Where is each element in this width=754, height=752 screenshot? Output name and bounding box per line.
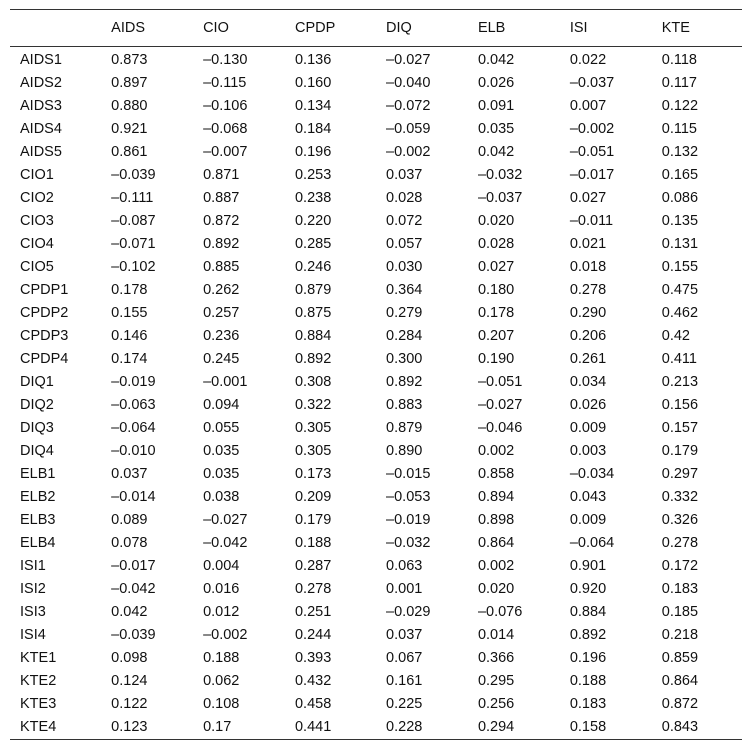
loading-cell: –0.051 [477, 374, 523, 390]
loading-cell: 0.213 [661, 374, 699, 390]
loading-cell: 0.156 [661, 397, 699, 413]
loading-cell: 0.124 [111, 673, 148, 689]
loading-cell: 0.178 [477, 305, 515, 321]
loading-cell: 0.261 [569, 351, 607, 367]
loading-cell: –0.014 [111, 489, 156, 505]
table-row [10, 440, 742, 463]
loading-cell: 0.172 [661, 558, 699, 574]
loading-cell: –0.019 [111, 374, 156, 390]
row-label: ISI1 [20, 558, 46, 574]
loading-cell: 0.155 [661, 259, 699, 275]
loading-cell: –0.051 [569, 144, 615, 160]
loading-cell: –0.046 [477, 420, 523, 436]
loading-cell: 0.062 [203, 673, 240, 689]
loading-cell: 0.188 [569, 673, 607, 689]
loading-cell: 0.026 [477, 75, 515, 91]
loading-cell: 0.294 [468, 716, 560, 740]
loading-cell: 0.035 [203, 443, 240, 459]
loading-cell: 0.322 [294, 397, 332, 413]
row-label: AIDS3 [20, 98, 62, 114]
loading-cell: 0.055 [203, 420, 240, 436]
table-row [10, 532, 742, 555]
loading-cell: 0.132 [661, 144, 699, 160]
loading-cell: 0.278 [569, 282, 607, 298]
loading-cell: –0.072 [386, 98, 431, 114]
loading-cell: –0.027 [203, 512, 248, 528]
table-header [10, 10, 742, 47]
loading-cell: 0.007 [569, 98, 607, 114]
loading-cell: 0.843 [652, 716, 742, 740]
loading-cell: 0.122 [111, 696, 148, 712]
row-label: CIO4 [20, 236, 54, 252]
loading-cell: 0.892 [386, 374, 423, 390]
header-row [10, 10, 742, 47]
loading-cell: 0.285 [294, 236, 332, 252]
loading-cell: 0.179 [661, 443, 699, 459]
loading-cell: 0.898 [477, 512, 515, 528]
loading-cell: 0.300 [386, 351, 423, 367]
loading-cell: –0.064 [111, 420, 156, 436]
row-label: AIDS1 [20, 52, 62, 68]
loading-cell: –0.019 [386, 512, 431, 528]
loading-cell: 0.188 [294, 535, 332, 551]
header-cell-isi: ISI [560, 10, 652, 47]
loading-cell: –0.059 [386, 121, 431, 137]
loading-cell: 0.921 [111, 121, 148, 137]
loading-cell: –0.011 [569, 213, 614, 229]
row-label: ELB4 [20, 535, 56, 551]
header-cell-diq: DIQ [376, 10, 468, 47]
loading-cell: –0.001 [203, 374, 248, 390]
loading-cell: 0.225 [386, 696, 423, 712]
loading-cell: 0.244 [294, 627, 332, 643]
loading-cell: 0.278 [294, 581, 332, 597]
loading-cell: 0.864 [477, 535, 515, 551]
loading-cell: 0.206 [569, 328, 607, 344]
loading-cell: 0.290 [569, 305, 607, 321]
table-row [10, 417, 742, 440]
table-row [10, 555, 742, 578]
loading-cell: 0.174 [111, 351, 148, 367]
row-label: AIDS4 [20, 121, 62, 137]
loading-cell: –0.017 [111, 558, 156, 574]
loading-cell: 0.161 [386, 673, 423, 689]
loading-cell: –0.063 [111, 397, 156, 413]
loading-cell: 0.366 [477, 650, 515, 666]
loading-cell: 0.042 [111, 604, 148, 620]
loading-cell: 0.021 [569, 236, 607, 252]
row-label: KTE3 [20, 696, 57, 712]
loading-cell: 0.892 [294, 351, 332, 367]
loading-cell: 0.002 [477, 558, 515, 574]
loading-cell: –0.032 [477, 167, 523, 183]
loading-cell: 0.016 [203, 581, 240, 597]
loading-cell: –0.087 [111, 213, 156, 229]
table-row [10, 601, 742, 624]
loading-cell: 0.42 [661, 328, 690, 344]
loading-cell: 0.858 [477, 466, 515, 482]
row-label: CIO2 [20, 190, 54, 206]
loading-cell: 0.887 [203, 190, 240, 206]
loading-cell: 0.262 [203, 282, 240, 298]
row-label: CIO1 [20, 167, 54, 183]
loading-cell: 0.257 [203, 305, 240, 321]
loading-cell: 0.884 [294, 328, 332, 344]
loading-cell: –0.042 [111, 581, 156, 597]
loading-cell: –0.039 [111, 167, 156, 183]
row-label: CIO5 [20, 259, 54, 275]
header-cell-cio: CIO [193, 10, 285, 47]
table-row [10, 578, 742, 601]
row-label: KTE4 [10, 716, 101, 740]
loading-cell: 0.245 [203, 351, 240, 367]
row-label: AIDS2 [20, 75, 62, 91]
loading-cell: 0.218 [661, 627, 699, 643]
loading-cell: 0.037 [111, 466, 148, 482]
loading-cell: 0.001 [386, 581, 423, 597]
loading-cell: 0.196 [569, 650, 607, 666]
cross-loadings-table [10, 9, 742, 740]
table-row [10, 118, 742, 141]
table-row [10, 394, 742, 417]
row-label: CIO3 [20, 213, 54, 229]
loading-cell: 0.188 [203, 650, 240, 666]
loading-cell: 0.238 [294, 190, 332, 206]
loading-cell: 0.284 [386, 328, 423, 344]
table-row [10, 210, 742, 233]
row-label: ISI2 [20, 581, 46, 597]
loading-cell: 0.146 [111, 328, 148, 344]
loading-cell: 0.393 [294, 650, 332, 666]
loading-cell: –0.002 [386, 144, 431, 160]
table-row [10, 463, 742, 486]
loading-cell: 0.872 [203, 213, 240, 229]
table-body [10, 47, 742, 740]
loading-cell: 0.038 [203, 489, 240, 505]
loading-cell: 0.117 [661, 75, 697, 91]
loading-cell: 0.892 [569, 627, 607, 643]
loading-cell: 0.892 [203, 236, 240, 252]
loading-cell: 0.155 [111, 305, 148, 321]
table-row [10, 716, 742, 740]
loading-cell: 0.864 [661, 673, 699, 689]
loading-cell: 0.305 [294, 420, 332, 436]
row-label: ELB3 [20, 512, 56, 528]
loading-cell: 0.026 [569, 397, 607, 413]
row-label: CPDP3 [20, 328, 69, 344]
loading-cell: 0.135 [661, 213, 699, 229]
loading-cell: –0.002 [569, 121, 615, 137]
loading-cell: –0.053 [386, 489, 431, 505]
loading-cell: 0.165 [661, 167, 699, 183]
loading-cell: 0.364 [386, 282, 423, 298]
loading-cell: –0.037 [477, 190, 523, 206]
row-label: DIQ4 [20, 443, 54, 459]
loading-cell: 0.089 [111, 512, 148, 528]
loading-cell: 0.184 [294, 121, 332, 137]
loading-cell: 0.458 [294, 696, 332, 712]
loading-cell: 0.118 [661, 52, 697, 68]
loading-cell: 0.072 [386, 213, 423, 229]
loading-cell: 0.920 [569, 581, 607, 597]
loading-cell: 0.003 [569, 443, 607, 459]
loading-cell: 0.183 [661, 581, 699, 597]
table-row [10, 72, 742, 95]
loading-cell: 0.17 [193, 716, 285, 740]
table-row [10, 141, 742, 164]
loading-cell: 0.872 [661, 696, 699, 712]
loading-cell: 0.278 [661, 535, 699, 551]
loading-cell: 0.057 [386, 236, 423, 252]
row-label: DIQ3 [20, 420, 54, 436]
loading-cell: 0.012 [203, 604, 240, 620]
table-row [10, 279, 742, 302]
loading-cell: 0.441 [285, 716, 376, 740]
loading-cell: 0.884 [569, 604, 607, 620]
table-row [10, 233, 742, 256]
loading-cell: 0.014 [477, 627, 515, 643]
loading-cell: 0.880 [111, 98, 148, 114]
loading-cell: 0.207 [477, 328, 515, 344]
loading-cell: 0.897 [111, 75, 148, 91]
loading-cell: –0.115 [203, 75, 247, 91]
loading-cell: 0.295 [477, 673, 515, 689]
loading-cell: 0.108 [203, 696, 240, 712]
loading-cell: –0.068 [203, 121, 248, 137]
header-cell-kte: KTE [652, 10, 742, 47]
loading-cell: 0.086 [661, 190, 699, 206]
loading-cell: 0.028 [477, 236, 515, 252]
loading-cell: –0.029 [386, 604, 431, 620]
loading-cell: 0.134 [294, 98, 332, 114]
loading-cell: 0.190 [477, 351, 515, 367]
loading-cell: 0.297 [661, 466, 699, 482]
loading-cell: –0.034 [569, 466, 615, 482]
loading-cell: 0.332 [661, 489, 699, 505]
loading-cell: 0.901 [569, 558, 607, 574]
loading-cell: 0.035 [477, 121, 515, 137]
header-cell-elb: ELB [468, 10, 560, 47]
loading-cell: 0.037 [386, 167, 423, 183]
loading-cell: 0.178 [111, 282, 148, 298]
loading-cell: 0.883 [386, 397, 423, 413]
loading-cell: 0.122 [661, 98, 699, 114]
table-row [10, 486, 742, 509]
table-row [10, 302, 742, 325]
loading-cell: 0.022 [569, 52, 607, 68]
loading-cell: 0.246 [294, 259, 332, 275]
loading-cell: 0.185 [661, 604, 699, 620]
loading-cell: 0.179 [294, 512, 332, 528]
loading-cell: 0.251 [294, 604, 332, 620]
loading-cell: 0.890 [386, 443, 423, 459]
loading-cell: 0.861 [111, 144, 148, 160]
loading-cell: –0.007 [203, 144, 248, 160]
loading-cell: 0.131 [661, 236, 699, 252]
table-row [10, 164, 742, 187]
row-label: KTE1 [20, 650, 57, 666]
loading-cell: 0.879 [386, 420, 423, 436]
loading-cell: 0.432 [294, 673, 332, 689]
loading-cell: 0.037 [386, 627, 423, 643]
loading-cell: 0.067 [386, 650, 423, 666]
table-row [10, 371, 742, 394]
loading-cell: 0.873 [111, 52, 148, 68]
loading-cell: 0.879 [294, 282, 332, 298]
loading-cell: –0.130 [203, 52, 248, 68]
loading-cell: –0.032 [386, 535, 431, 551]
loading-cell: –0.111 [111, 190, 154, 206]
loading-cell: –0.037 [569, 75, 615, 91]
loading-cell: 0.115 [661, 121, 697, 137]
row-label: ISI4 [20, 627, 46, 643]
loading-cell: 0.287 [294, 558, 332, 574]
row-label: KTE2 [20, 673, 57, 689]
loading-cell: 0.002 [477, 443, 515, 459]
table-row [10, 509, 742, 532]
row-label: CPDP1 [20, 282, 69, 298]
loading-cell: 0.183 [569, 696, 607, 712]
table-row [10, 187, 742, 210]
loading-cell: 0.157 [661, 420, 699, 436]
loading-cell: 0.027 [569, 190, 607, 206]
row-label: ISI3 [20, 604, 46, 620]
loading-cell: –0.102 [111, 259, 156, 275]
row-label: DIQ2 [20, 397, 54, 413]
loading-cell: 0.091 [477, 98, 515, 114]
loading-cell: 0.236 [203, 328, 240, 344]
loading-cell: –0.027 [386, 52, 431, 68]
table-row [10, 693, 742, 716]
table-row [10, 647, 742, 670]
loading-cell: 0.196 [294, 144, 332, 160]
loading-cell: –0.002 [203, 627, 248, 643]
loading-cell: –0.017 [569, 167, 615, 183]
loading-cell: 0.308 [294, 374, 332, 390]
header-cell-aids: AIDS [101, 10, 193, 47]
row-label: AIDS5 [20, 144, 62, 160]
loading-cell: 0.098 [111, 650, 148, 666]
loading-cell: 0.043 [569, 489, 607, 505]
loading-cell: 0.136 [294, 52, 332, 68]
loading-cell: –0.071 [111, 236, 156, 252]
loading-cell: 0.173 [294, 466, 332, 482]
row-label: ELB1 [20, 466, 56, 482]
loading-cell: 0.063 [386, 558, 423, 574]
header-cell-cpdp: CPDP [285, 10, 376, 47]
loading-cell: 0.160 [294, 75, 332, 91]
loading-cell: 0.253 [294, 167, 332, 183]
loading-cell: –0.039 [111, 627, 156, 643]
loading-cell: 0.042 [477, 144, 515, 160]
table-row [10, 95, 742, 118]
loading-cell: 0.009 [569, 420, 607, 436]
loading-cell: 0.220 [294, 213, 332, 229]
loading-cell: 0.004 [203, 558, 240, 574]
loading-cell: 0.462 [661, 305, 699, 321]
table-row [10, 348, 742, 371]
loading-cell: 0.859 [661, 650, 699, 666]
loading-cell: –0.027 [477, 397, 523, 413]
loading-cell: –0.040 [386, 75, 431, 91]
loading-cell: 0.030 [386, 259, 423, 275]
header-cell-item [10, 10, 101, 47]
loading-cell: 0.078 [111, 535, 148, 551]
loading-cell: 0.228 [376, 716, 468, 740]
loading-cell: 0.180 [477, 282, 515, 298]
table-row [10, 670, 742, 693]
loading-cell: 0.256 [477, 696, 515, 712]
loading-cell: 0.123 [101, 716, 193, 740]
loading-cell: 0.209 [294, 489, 332, 505]
loading-cell: 0.158 [560, 716, 652, 740]
row-label: CPDP2 [20, 305, 69, 321]
loading-cell: 0.871 [203, 167, 240, 183]
loading-cell: 0.020 [477, 581, 515, 597]
loading-cell: 0.894 [477, 489, 515, 505]
loading-cell: 0.411 [661, 351, 697, 367]
loading-cell: 0.094 [203, 397, 240, 413]
loading-cell: 0.009 [569, 512, 607, 528]
loading-cell: 0.028 [386, 190, 423, 206]
table-row [10, 325, 742, 348]
loading-cell: 0.042 [477, 52, 515, 68]
loading-cell: 0.020 [477, 213, 515, 229]
loading-cell: –0.106 [203, 98, 248, 114]
table-row [10, 624, 742, 647]
loading-cell: 0.475 [661, 282, 699, 298]
loading-cell: –0.064 [569, 535, 615, 551]
loading-cell: 0.875 [294, 305, 332, 321]
loading-cell: 0.885 [203, 259, 240, 275]
loading-cell: 0.279 [386, 305, 423, 321]
table-row [10, 47, 742, 73]
loading-cell: –0.010 [111, 443, 156, 459]
loading-cell: 0.018 [569, 259, 607, 275]
table-row [10, 256, 742, 279]
row-label: CPDP4 [20, 351, 69, 367]
loading-cell: 0.035 [203, 466, 240, 482]
row-label: DIQ1 [20, 374, 54, 390]
loading-cell: 0.027 [477, 259, 515, 275]
loading-cell: –0.076 [477, 604, 523, 620]
loading-cell: –0.042 [203, 535, 248, 551]
loading-cell: 0.034 [569, 374, 607, 390]
loading-cell: 0.326 [661, 512, 699, 528]
row-label: ELB2 [20, 489, 56, 505]
loading-cell: 0.305 [294, 443, 332, 459]
loading-cell: –0.015 [386, 466, 431, 482]
